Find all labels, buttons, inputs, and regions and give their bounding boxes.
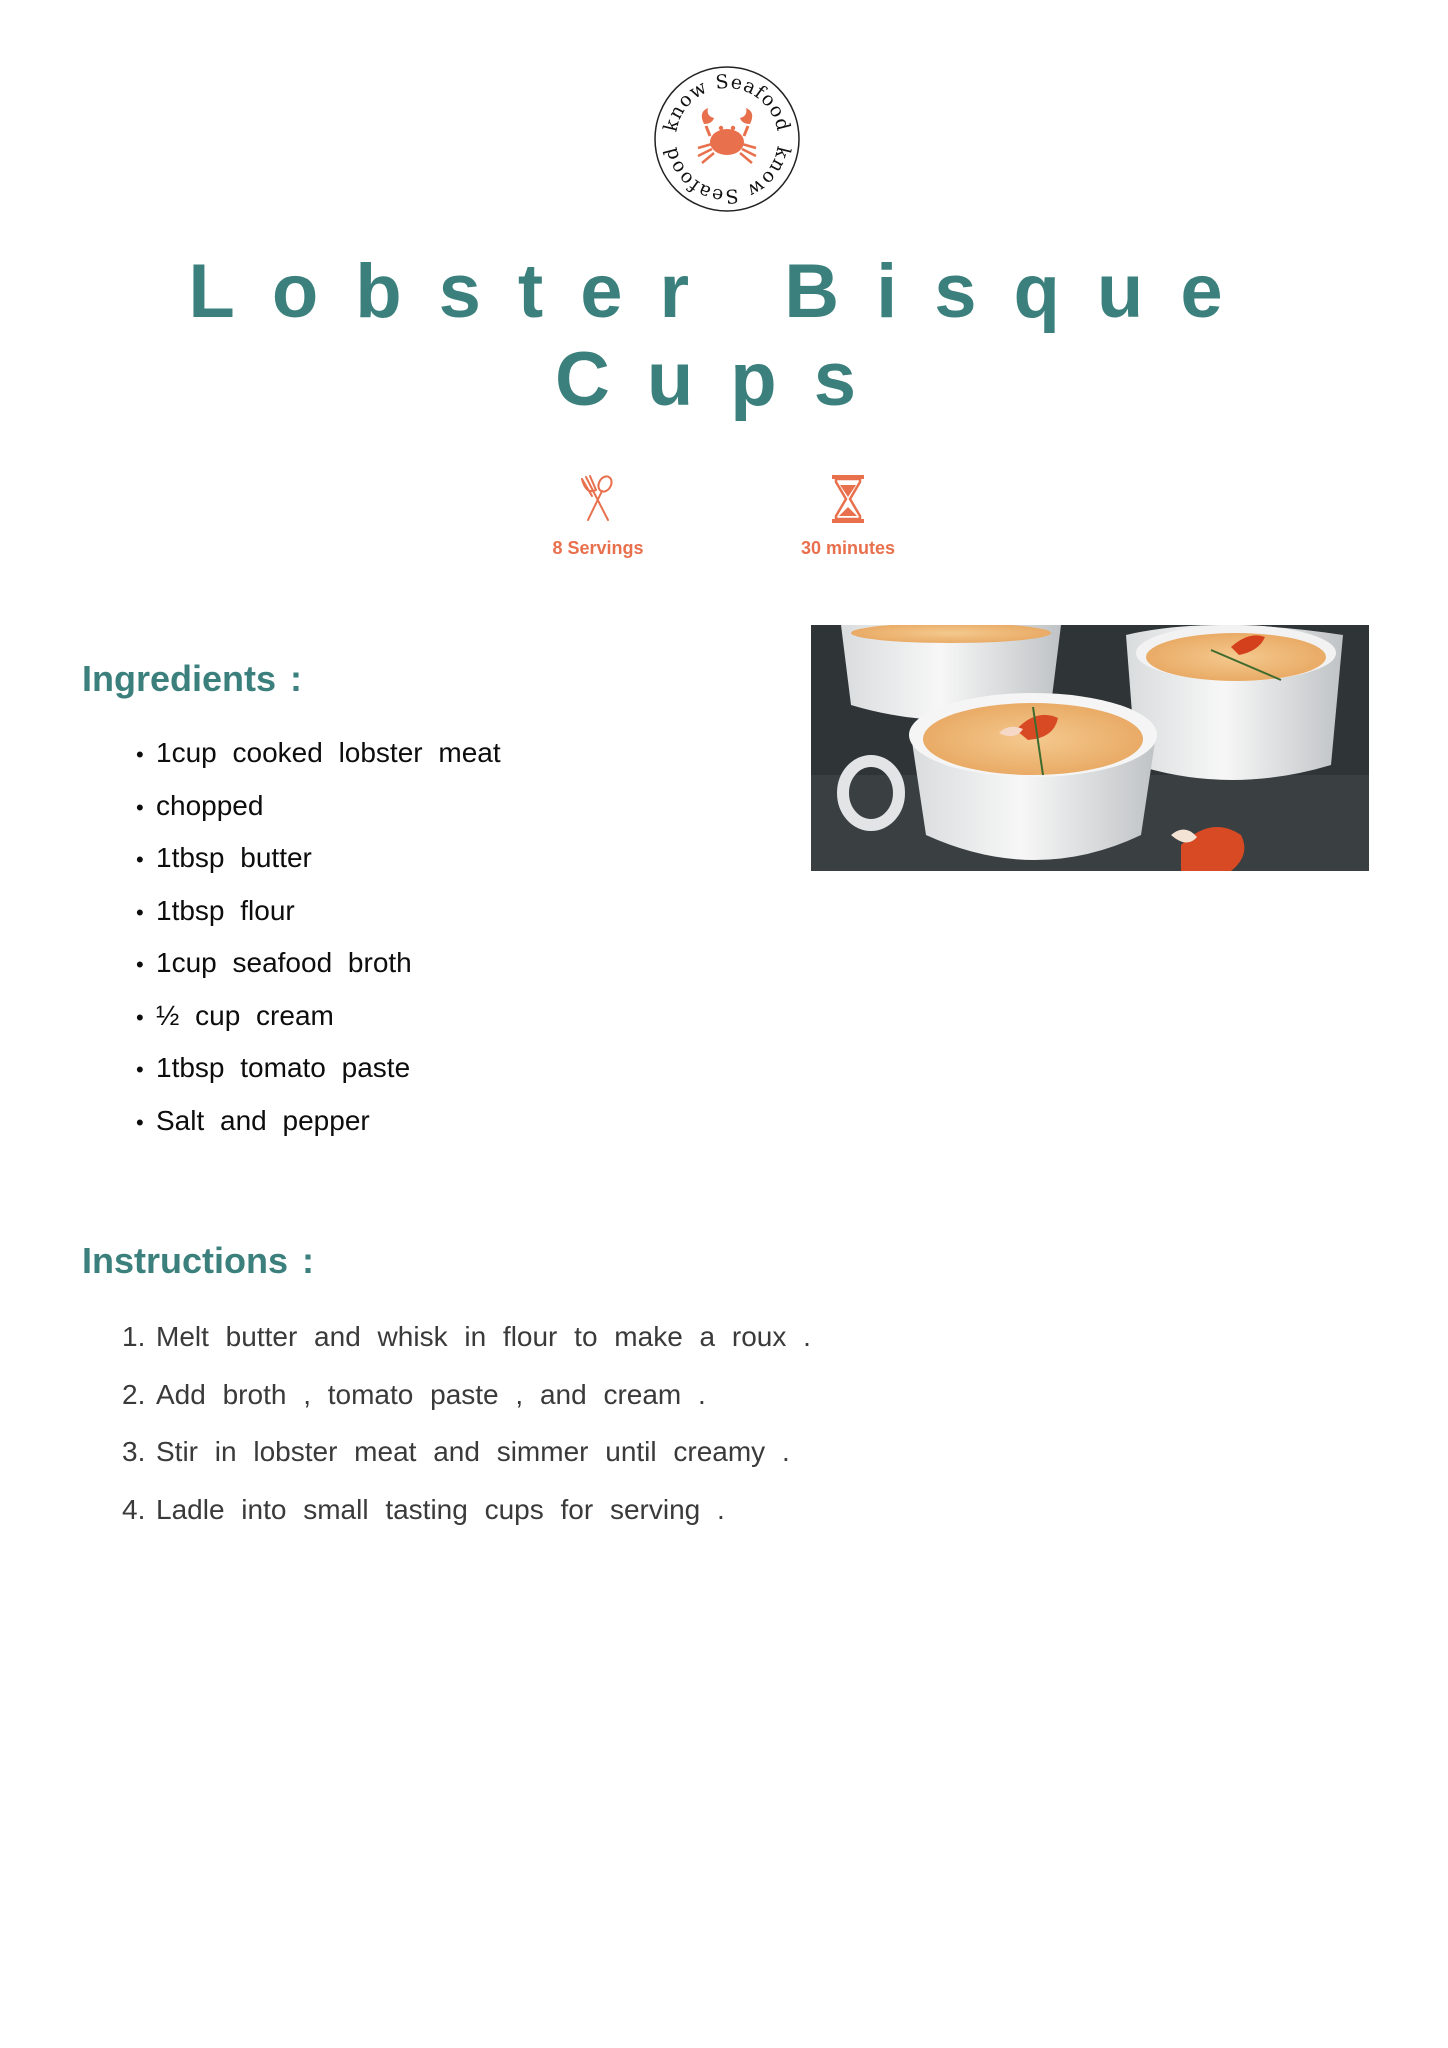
- list-item: • ½ cup cream: [136, 999, 334, 1031]
- ingredients-heading: Ingredients :: [82, 658, 303, 699]
- fork-spoon-icon: [578, 474, 618, 524]
- list-item: • 1cup seafood broth: [136, 947, 412, 978]
- servings-info: [498, 474, 698, 559]
- list-item: • Salt and pepper: [136, 1104, 370, 1136]
- instructions-heading: Instructions :: [82, 1240, 315, 1281]
- lobster-bisque-photo: [811, 625, 1369, 871]
- crab-logo-icon: [652, 64, 802, 214]
- instruction-step: 1. Melt butter and whisk in flour to make a roux .: [122, 1321, 811, 1352]
- list-item: • chopped: [136, 789, 264, 821]
- servings-label: 8 Servings: [552, 538, 644, 558]
- recipe-title: [120, 248, 1328, 424]
- time-label: 30 minutes: [800, 538, 896, 558]
- list-item: • 1tbsp tomato paste: [136, 1052, 411, 1083]
- svg-text:know Seafood: know Seafood: [659, 144, 795, 208]
- instruction-step: 4. Ladle into small tasting cups for serving .: [122, 1493, 725, 1525]
- time-info: [748, 474, 948, 559]
- list-item: • 1tbsp flour: [136, 894, 295, 926]
- list-item: • 1cup cooked lobster meat: [136, 737, 501, 768]
- ingredients-list: [136, 728, 501, 1148]
- brand-logo: [652, 64, 802, 214]
- hourglass-icon: [830, 474, 866, 524]
- recipe-title-line-2: Cups: [555, 337, 893, 422]
- recipe-title-line-1: Lobster Bisque: [188, 249, 1260, 334]
- instructions-list: [122, 1308, 811, 1538]
- instruction-step: 2. Add broth , tomato paste , and cream .: [122, 1378, 706, 1410]
- list-item: • 1tbsp butter: [136, 842, 312, 873]
- svg-text:know Seafood: know Seafood: [659, 70, 795, 134]
- instruction-step: 3. Stir in lobster meat and simmer until creamy .: [122, 1436, 790, 1467]
- bisque-cups-image: [811, 625, 1369, 871]
